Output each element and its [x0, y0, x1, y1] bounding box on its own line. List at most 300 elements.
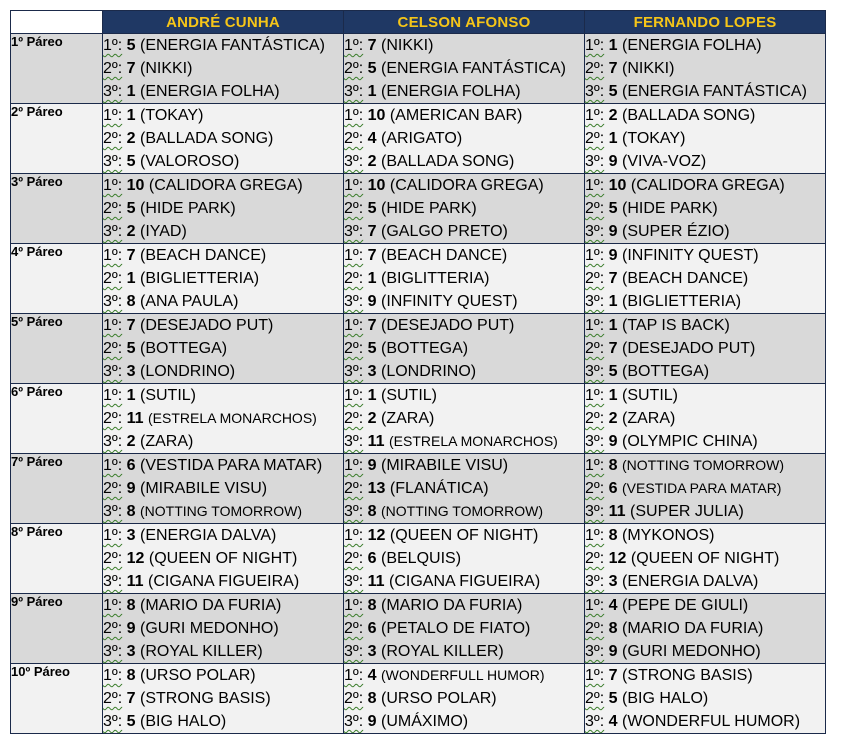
- horse-number: 12: [126, 550, 145, 567]
- picks-table: [10, 10, 826, 734]
- pick-line: [585, 57, 825, 80]
- pick-line: [344, 360, 584, 383]
- horse-number: 3: [126, 527, 136, 544]
- pick-position: 2º:: [103, 620, 123, 637]
- horse-name: (DESEJADO PUT): [140, 317, 274, 334]
- horse-number: 7: [367, 247, 377, 264]
- horse-name: (ENERGIA FOLHA): [622, 37, 762, 54]
- pick-position: 1º:: [344, 317, 364, 334]
- pick-position: 3º:: [344, 363, 364, 380]
- pick-position: 2º:: [103, 480, 123, 497]
- column-header-celson-afonso: CELSON AFONSO: [344, 11, 585, 34]
- pick-line: [103, 407, 343, 430]
- horse-number: 9: [608, 433, 618, 450]
- horse-number: 5: [367, 60, 377, 77]
- pick-line: [344, 594, 584, 617]
- horse-number: 5: [367, 340, 377, 357]
- pick-position: 1º:: [344, 387, 364, 404]
- horse-number: 12: [367, 527, 386, 544]
- race-label: 9º Páreo: [11, 594, 103, 664]
- horse-number: 7: [367, 317, 377, 334]
- horse-name: (ENERGIA FOLHA): [381, 83, 521, 100]
- pick-cell: [103, 104, 344, 174]
- header-row: [11, 11, 826, 34]
- horse-number: 4: [608, 713, 618, 730]
- horse-name: (MIRABILE VISU): [381, 457, 509, 474]
- column-header-andre-cunha: ANDRÉ CUNHA: [103, 11, 344, 34]
- pick-position: 3º:: [585, 433, 605, 450]
- race-row: [11, 314, 826, 384]
- pick-cell: [103, 34, 344, 104]
- horse-name: (ROYAL KILLER): [140, 643, 263, 660]
- pick-line: [344, 500, 584, 523]
- pick-position: 2º:: [585, 410, 605, 427]
- pick-cell: [344, 594, 585, 664]
- horse-name: (INFINITY QUEST): [622, 247, 759, 264]
- pick-line: [103, 150, 343, 173]
- pick-position: 1º:: [103, 247, 123, 264]
- pick-position: 3º:: [103, 223, 123, 240]
- horse-name: (VESTIDA PARA MATAR): [622, 480, 782, 496]
- pick-line: [585, 314, 825, 337]
- horse-number: 2: [126, 130, 136, 147]
- pick-line: [585, 477, 825, 500]
- pick-cell: [585, 454, 826, 524]
- pick-line: [103, 80, 343, 103]
- pick-position: 1º:: [585, 107, 605, 124]
- pick-cell: [344, 314, 585, 384]
- race-row: [11, 34, 826, 104]
- pick-position: 2º:: [344, 620, 364, 637]
- pick-position: 3º:: [344, 223, 364, 240]
- pick-line: [585, 360, 825, 383]
- pick-position: 1º:: [585, 527, 605, 544]
- horse-number: 11: [126, 573, 144, 590]
- pick-position: 3º:: [103, 643, 123, 660]
- pick-line: [585, 640, 825, 663]
- pick-position: 3º:: [103, 503, 123, 520]
- horse-name: (LONDRINO): [381, 363, 477, 380]
- pick-position: 1º:: [344, 37, 364, 54]
- pick-position: 1º:: [103, 387, 123, 404]
- pick-position: 3º:: [344, 153, 364, 170]
- pick-line: [344, 524, 584, 547]
- pick-line: [344, 407, 584, 430]
- horse-number: 8: [608, 620, 618, 637]
- pick-line: [103, 57, 343, 80]
- horse-name: (NOTTING TOMORROW): [622, 457, 785, 473]
- horse-number: 5: [126, 153, 136, 170]
- pick-cell: [585, 244, 826, 314]
- pick-line: [344, 244, 584, 267]
- pick-line: [103, 104, 343, 127]
- horse-number: 11: [608, 503, 626, 520]
- pick-line: [344, 104, 584, 127]
- race-label: 3º Páreo: [11, 174, 103, 244]
- pick-line: [103, 360, 343, 383]
- horse-number: 5: [126, 37, 136, 54]
- horse-name: (BEACH DANCE): [381, 247, 508, 264]
- horse-name: (STRONG BASIS): [140, 690, 271, 707]
- horse-number: 9: [367, 713, 377, 730]
- horse-number: 2: [608, 107, 618, 124]
- horse-number: 6: [367, 550, 377, 567]
- horse-name: (ENERGIA FANTÁSTICA): [622, 83, 807, 100]
- horse-name: (ENERGIA FOLHA): [140, 83, 280, 100]
- horse-name: (STRONG BASIS): [622, 667, 753, 684]
- horse-name: (ROYAL KILLER): [381, 643, 504, 660]
- horse-number: 9: [608, 223, 618, 240]
- horse-name: (VALOROSO): [140, 153, 240, 170]
- horse-name: (SUPER JULIA): [630, 503, 744, 520]
- horse-number: 1: [126, 387, 136, 404]
- pick-line: [344, 430, 584, 453]
- pick-line: [344, 337, 584, 360]
- pick-line: [585, 384, 825, 407]
- pick-line: [585, 594, 825, 617]
- pick-line: [344, 290, 584, 313]
- pick-line: [585, 710, 825, 733]
- horse-name: (MARIO DA FURIA): [140, 597, 282, 614]
- pick-cell: [103, 244, 344, 314]
- pick-line: [585, 664, 825, 687]
- horse-number: 8: [367, 503, 377, 520]
- pick-position: 1º:: [344, 527, 364, 544]
- pick-line: [103, 384, 343, 407]
- horse-name: (ENERGIA DALVA): [140, 527, 277, 544]
- horse-number: 10: [608, 177, 627, 194]
- horse-name: (BIGLIETTERIA): [622, 293, 742, 310]
- pick-line: [585, 687, 825, 710]
- pick-cell: [103, 454, 344, 524]
- horse-name: (CALIDORA GREGA): [630, 177, 785, 194]
- horse-name: (BEACH DANCE): [140, 247, 267, 264]
- horse-number: 2: [608, 410, 618, 427]
- pick-line: [103, 337, 343, 360]
- horse-name: (URSO POLAR): [381, 690, 497, 707]
- pick-line: [585, 150, 825, 173]
- horse-name: (FLANÁTICA): [389, 480, 489, 497]
- horse-name: (VESTIDA PARA MATAR): [140, 457, 323, 474]
- pick-line: [103, 34, 343, 57]
- pick-position: 2º:: [344, 270, 364, 287]
- race-label: 6º Páreo: [11, 384, 103, 454]
- horse-name: (TOKAY): [140, 107, 204, 124]
- horse-number: 7: [608, 270, 618, 287]
- horse-name: (ARIGATO): [381, 130, 463, 147]
- horse-name: (WONDERFULL HUMOR): [381, 667, 545, 683]
- pick-cell: [585, 104, 826, 174]
- pick-line: [344, 687, 584, 710]
- race-label: 7º Páreo: [11, 454, 103, 524]
- pick-line: [344, 80, 584, 103]
- pick-cell: [344, 104, 585, 174]
- pick-line: [344, 34, 584, 57]
- horse-name: (MARIO DA FURIA): [381, 597, 523, 614]
- pick-line: [344, 384, 584, 407]
- horse-name: (MYKONOS): [622, 527, 715, 544]
- pick-position: 2º:: [344, 200, 364, 217]
- pick-position: 2º:: [344, 410, 364, 427]
- pick-line: [585, 290, 825, 313]
- pick-line: [585, 127, 825, 150]
- horse-name: (NIKKI): [381, 37, 434, 54]
- horse-name: (ZARA): [140, 433, 194, 450]
- horse-number: 7: [608, 340, 618, 357]
- pick-line: [103, 687, 343, 710]
- pick-line: [344, 664, 584, 687]
- pick-line: [344, 197, 584, 220]
- horse-name: (NOTTING TOMORROW): [140, 503, 303, 519]
- horse-name: (DESEJADO PUT): [622, 340, 756, 357]
- horse-number: 3: [367, 363, 377, 380]
- horse-name: (LONDRINO): [140, 363, 236, 380]
- pick-line: [344, 477, 584, 500]
- horse-number: 1: [367, 387, 377, 404]
- race-row: [11, 594, 826, 664]
- horse-number: 1: [608, 293, 618, 310]
- pick-position: 3º:: [344, 83, 364, 100]
- horse-name: (GURI MEDONHO): [140, 620, 279, 637]
- horse-name: (BOTTEGA): [381, 340, 469, 357]
- horse-name: (WONDERFUL HUMOR): [622, 713, 801, 730]
- horse-name: (DESEJADO PUT): [381, 317, 515, 334]
- horse-name: (QUEEN OF NIGHT): [389, 527, 539, 544]
- horse-number: 7: [367, 37, 377, 54]
- horse-number: 7: [608, 667, 618, 684]
- pick-position: 1º:: [344, 107, 364, 124]
- horse-name: (ZARA): [381, 410, 435, 427]
- horse-number: 9: [126, 620, 136, 637]
- pick-position: 2º:: [585, 200, 605, 217]
- horse-number: 9: [126, 480, 136, 497]
- pick-position: 3º:: [344, 503, 364, 520]
- horse-name: (BELQUIS): [381, 550, 462, 567]
- pick-position: 3º:: [585, 573, 605, 590]
- pick-position: 1º:: [103, 37, 123, 54]
- horse-name: (ENERGIA DALVA): [622, 573, 759, 590]
- pick-line: [344, 617, 584, 640]
- pick-line: [103, 267, 343, 290]
- pick-line: [103, 244, 343, 267]
- pick-position: 3º:: [585, 713, 605, 730]
- horse-name: (BIG HALO): [622, 690, 709, 707]
- pick-position: 3º:: [344, 573, 364, 590]
- horse-name: (CALIDORA GREGA): [389, 177, 544, 194]
- pick-line: [344, 640, 584, 663]
- horse-name: (NIKKI): [622, 60, 675, 77]
- pick-line: [103, 570, 343, 593]
- horse-name: (PEPE DE GIULI): [622, 597, 749, 614]
- horse-number: 4: [608, 597, 618, 614]
- pick-position: 1º:: [344, 597, 364, 614]
- pick-line: [103, 500, 343, 523]
- pick-position: 1º:: [344, 457, 364, 474]
- pick-line: [585, 570, 825, 593]
- pick-cell: [344, 244, 585, 314]
- pick-position: 1º:: [103, 667, 123, 684]
- horse-number: 7: [126, 690, 136, 707]
- pick-cell: [585, 664, 826, 734]
- horse-number: 5: [608, 690, 618, 707]
- pick-position: 1º:: [344, 667, 364, 684]
- pick-line: [103, 127, 343, 150]
- pick-position: 2º:: [103, 550, 123, 567]
- pick-position: 2º:: [585, 60, 605, 77]
- pick-position: 2º:: [103, 270, 123, 287]
- pick-line: [344, 547, 584, 570]
- pick-cell: [103, 314, 344, 384]
- pick-position: 2º:: [103, 690, 123, 707]
- horse-name: (SUTIL): [381, 387, 437, 404]
- horse-name: (ENERGIA FANTÁSTICA): [381, 60, 566, 77]
- pick-line: [103, 524, 343, 547]
- horse-number: 8: [126, 667, 136, 684]
- horse-number: 5: [608, 200, 618, 217]
- pick-position: 1º:: [103, 317, 123, 334]
- pick-line: [103, 477, 343, 500]
- pick-line: [585, 430, 825, 453]
- horse-name: (HIDE PARK): [381, 200, 477, 217]
- pick-position: 1º:: [585, 457, 605, 474]
- pick-line: [344, 267, 584, 290]
- pick-position: 3º:: [585, 153, 605, 170]
- pick-position: 2º:: [585, 480, 605, 497]
- pick-line: [103, 430, 343, 453]
- horse-name: (ENERGIA FANTÁSTICA): [140, 37, 325, 54]
- horse-number: 5: [367, 200, 377, 217]
- horse-name: (QUEEN OF NIGHT): [148, 550, 298, 567]
- pick-line: [103, 314, 343, 337]
- pick-position: 3º:: [585, 83, 605, 100]
- pick-line: [585, 34, 825, 57]
- pick-position: 3º:: [344, 433, 364, 450]
- pick-cell: [344, 384, 585, 454]
- pick-position: 1º:: [103, 107, 123, 124]
- horse-number: 10: [367, 107, 386, 124]
- pick-line: [585, 104, 825, 127]
- pick-position: 1º:: [103, 527, 123, 544]
- pick-line: [103, 594, 343, 617]
- pick-cell: [103, 524, 344, 594]
- horse-number: 1: [367, 270, 377, 287]
- horse-number: 8: [126, 597, 136, 614]
- pick-position: 1º:: [103, 457, 123, 474]
- horse-name: (TAP IS BACK): [622, 317, 730, 334]
- pick-cell: [103, 384, 344, 454]
- pick-position: 3º:: [585, 223, 605, 240]
- horse-number: 3: [126, 643, 136, 660]
- pick-position: 2º:: [103, 410, 123, 427]
- race-label: 8º Páreo: [11, 524, 103, 594]
- horse-number: 7: [126, 317, 136, 334]
- pick-position: 1º:: [585, 177, 605, 194]
- horse-name: (MIRABILE VISU): [140, 480, 268, 497]
- horse-name: (BOTTEGA): [140, 340, 228, 357]
- horse-number: 6: [608, 480, 618, 497]
- pick-position: 2º:: [103, 200, 123, 217]
- pick-position: 1º:: [585, 317, 605, 334]
- pick-line: [585, 244, 825, 267]
- horse-number: 8: [126, 503, 136, 520]
- horse-name: (QUEEN OF NIGHT): [630, 550, 780, 567]
- horse-name: (NOTTING TOMORROW): [381, 503, 544, 519]
- pick-position: 1º:: [344, 247, 364, 264]
- pick-position: 3º:: [103, 433, 123, 450]
- horse-name: (MARIO DA FURIA): [622, 620, 764, 637]
- horse-name: (SUTIL): [622, 387, 678, 404]
- race-row: [11, 664, 826, 734]
- horse-number: 2: [367, 410, 377, 427]
- horse-name: (ANA PAULA): [140, 293, 239, 310]
- horse-name: (SUTIL): [140, 387, 196, 404]
- pick-line: [344, 710, 584, 733]
- race-label: 2º Páreo: [11, 104, 103, 174]
- pick-line: [585, 197, 825, 220]
- horse-name: (BALLADA SONG): [140, 130, 274, 147]
- pick-line: [103, 197, 343, 220]
- pick-position: 3º:: [103, 83, 123, 100]
- pick-position: 2º:: [344, 340, 364, 357]
- horse-number: 8: [367, 690, 377, 707]
- horse-name: (INFINITY QUEST): [381, 293, 518, 310]
- pick-cell: [585, 524, 826, 594]
- horse-number: 11: [367, 573, 385, 590]
- pick-position: 2º:: [585, 340, 605, 357]
- horse-number: 11: [126, 410, 144, 427]
- pick-cell: [103, 594, 344, 664]
- pick-line: [344, 570, 584, 593]
- pick-line: [344, 454, 584, 477]
- pick-cell: [344, 664, 585, 734]
- header-corner: [11, 11, 103, 34]
- pick-position: 3º:: [585, 503, 605, 520]
- pick-cell: [103, 664, 344, 734]
- pick-position: 1º:: [585, 247, 605, 264]
- horse-number: 8: [608, 457, 618, 474]
- pick-position: 1º:: [103, 597, 123, 614]
- horse-number: 1: [367, 83, 377, 100]
- horse-number: 1: [608, 37, 618, 54]
- horse-number: 8: [367, 597, 377, 614]
- race-row: [11, 384, 826, 454]
- pick-position: 2º:: [103, 340, 123, 357]
- horse-name: (BIGLITTERIA): [381, 270, 490, 287]
- pick-line: [585, 407, 825, 430]
- race-row: [11, 524, 826, 594]
- pick-position: 1º:: [344, 177, 364, 194]
- pick-position: 2º:: [344, 130, 364, 147]
- horse-number: 5: [126, 713, 136, 730]
- horse-name: (IYAD): [140, 223, 187, 240]
- horse-name: (BALLADA SONG): [381, 153, 515, 170]
- horse-name: (BALLADA SONG): [622, 107, 756, 124]
- pick-line: [585, 337, 825, 360]
- race-label: 5º Páreo: [11, 314, 103, 384]
- horse-name: (BOTTEGA): [622, 363, 710, 380]
- pick-position: 3º:: [585, 643, 605, 660]
- pick-position: 1º:: [585, 667, 605, 684]
- horse-name: (OLYMPIC CHINA): [622, 433, 758, 450]
- pick-line: [344, 314, 584, 337]
- pick-position: 1º:: [585, 387, 605, 404]
- pick-cell: [585, 314, 826, 384]
- horse-name: (CIGANA FIGUEIRA): [389, 573, 541, 590]
- horse-name: (ZARA): [622, 410, 676, 427]
- horse-name: (HIDE PARK): [622, 200, 718, 217]
- pick-line: [585, 617, 825, 640]
- horse-name: (ESTRELA MONARCHOS): [148, 410, 317, 426]
